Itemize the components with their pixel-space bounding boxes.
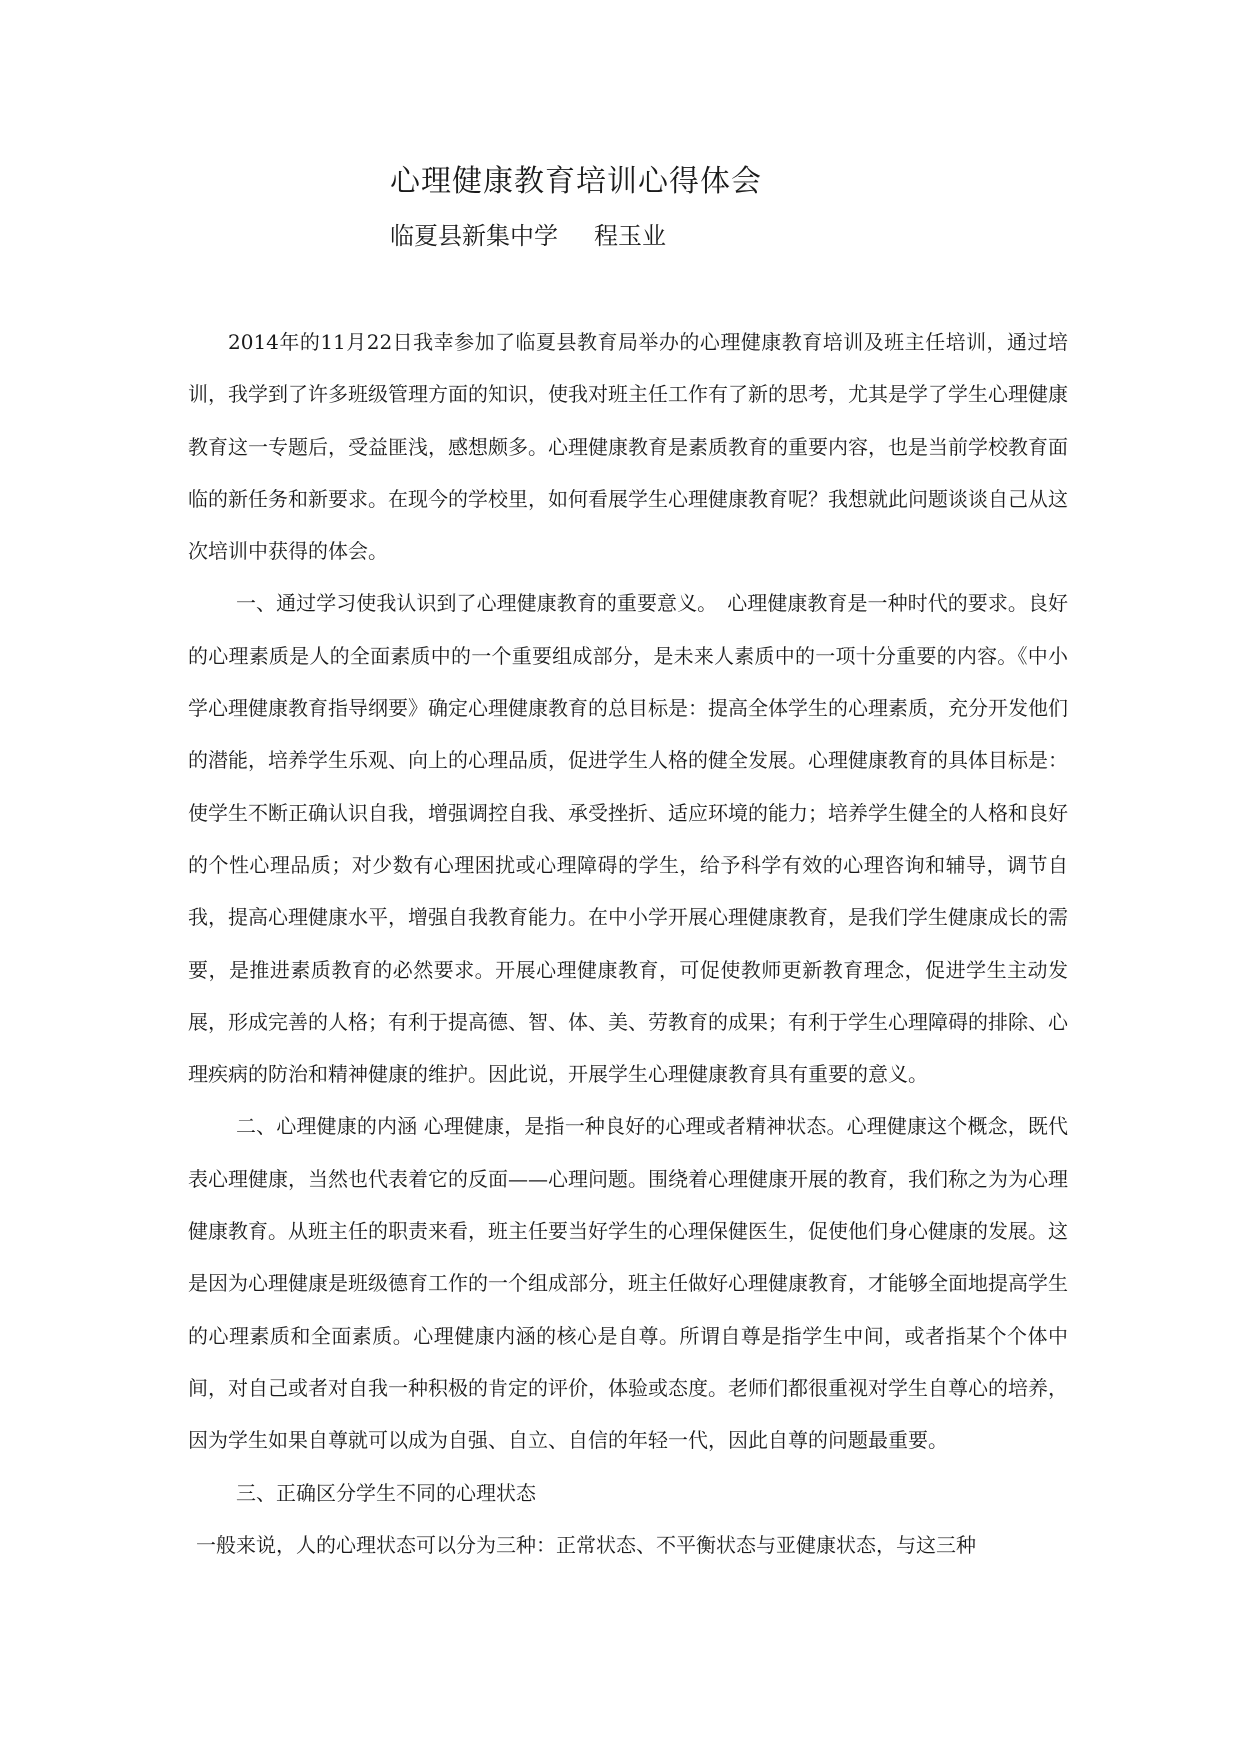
author-school: 临夏县新集中学 — [390, 222, 558, 250]
paragraph-section-1: 一、通过学习使我认识到了心理健康教育的重要意义。 心理健康教育是一种时代的要求。良好的心理素质是人的全面素质中的一个重要组成部分，是未来人素质中的一项十分重要的内容。《中小学心理健康教育指导纲要》确定心理健康教育的总目标是：提高全体学生的心理素质，充分开发他们的潜能，培养学生乐观、向上的心理品质，促进学生人格的健全发展。心理健康教育的具体目标是：使学生不断正确认识自我，增强调控自我、承受挫折、适应环境的能力；培养学生健全的人格和良好的个性心理品质；对少数有心理困扰或心理障碍的学生，给予科学有效的心理咨询和辅导，调节自我，提高心理健康水平，增强自我教育能力。在中小学开展心理健康教育，是我们学生健康成长的需要，是推进素质教育的必然要求。开展心理健康教育，可促使教师更新教育理念，促进学生主动发展，形成完善的人格；有利于提高德、智、体、美、劳教育的成果；有利于学生心理障碍的排除、心理疾病的防治和精神健康的维护。因此说，开展学生心理健康教育具有重要的意义。 — [188, 591, 1068, 1087]
byline — [390, 216, 666, 251]
heading-section-3: 三、正确区分学生不同的心理状态 — [236, 1480, 536, 1505]
paragraph-intro: 2014年的11月22日我幸参加了临夏县教育局举办的心理健康教育培训及班主任培训，通过培训，我学到了许多班级管理方面的知识，使我对班主任工作有了新的思考，尤其是学了学生心理健康教育这一专题后，受益匪浅，感想颇多。心理健康教育是素质教育的重要内容，也是当前学校教育面临的新任务和新要求。在现今的学校里，如何看展学生心理健康教育呢？我想就此问题谈谈自己从这次培训中获得的体会。 — [188, 330, 1068, 564]
paragraph-section-3: 一般来说，人的心理状态可以分为三种：正常状态、不平衡状态与亚健康状态，与这三种 — [196, 1532, 976, 1557]
document-body — [188, 316, 1068, 1571]
document-title: 心理健康教育培训心得体会 — [390, 164, 762, 199]
paragraph-section-2: 二、心理健康的内涵 心理健康，是指一种良好的心理或者精神状态。心理健康这个概念，既代表心理健康，当然也代表着它的反面——心理问题。围绕着心理健康开展的教育，我们称之为为心理健康教育。从班主任的职责来看，班主任要当好学生的心理保健医生，促使他们身心健康的发展。这是因为心理健康是班级德育工作的一个组成部分，班主任做好心理健康教育，才能够全面地提高学生的心理素质和全面素质。心理健康内涵的核心是自尊。所谓自尊是指学生中间，或者指某个个体中间，对自己或者对自我一种积极的肯定的评价，体验或态度。老师们都很重视对学生自尊心的培养，因为学生如果自尊就可以成为自强、自立、自信的年轻一代，因此自尊的问题最重要。 — [188, 1114, 1068, 1453]
author-name: 程玉业 — [594, 222, 666, 250]
